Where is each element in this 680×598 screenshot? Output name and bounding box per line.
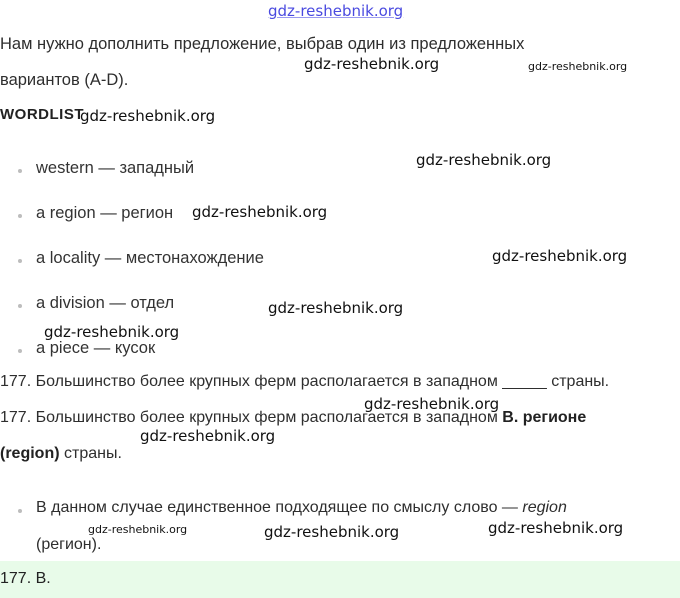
answer-option: B. регионе bbox=[502, 409, 587, 426]
answer-word: (region) bbox=[0, 445, 60, 462]
filled-sentence-text: 177. Большинство более крупных ферм располагается в западном bbox=[0, 409, 503, 426]
bullet-icon bbox=[18, 509, 22, 513]
explanation-word: region bbox=[522, 499, 567, 516]
explanation-line-1 bbox=[36, 499, 567, 517]
bullet-icon bbox=[18, 169, 22, 173]
watermark: gdz-reshebnik.org bbox=[304, 55, 440, 73]
bullet-icon bbox=[18, 349, 22, 353]
watermark: gdz-reshebnik.org bbox=[488, 519, 624, 537]
list-item: western — западный bbox=[36, 159, 195, 177]
filled-sentence-text: страны. bbox=[59, 445, 122, 462]
bullet-icon bbox=[18, 304, 22, 308]
watermark: gdz-reshebnik.org bbox=[416, 151, 552, 169]
list-item: a region — регион bbox=[36, 204, 174, 222]
watermark: gdz-reshebnik.org bbox=[44, 323, 180, 341]
watermark: gdz-reshebnik.org bbox=[88, 523, 188, 536]
filled-sentence-line-2 bbox=[0, 445, 122, 463]
watermark: gdz-reshebnik.org bbox=[80, 107, 216, 125]
bullet-icon bbox=[18, 214, 22, 218]
watermark: gdz-reshebnik.org bbox=[192, 203, 328, 221]
list-item: a locality — местонахождение bbox=[36, 249, 264, 267]
watermark-top: gdz-reshebnik.org bbox=[268, 2, 404, 20]
bullet-icon bbox=[18, 259, 22, 263]
list-item: a piece — кусок bbox=[36, 339, 156, 357]
watermark: gdz-reshebnik.org bbox=[364, 395, 500, 413]
intro-line-2: вариантов (A-D). bbox=[0, 71, 129, 89]
answer-box bbox=[0, 561, 680, 598]
intro-line-1: Нам нужно дополнить предложение, выбрав один из предложенных bbox=[0, 35, 525, 53]
watermark: gdz-reshebnik.org bbox=[492, 247, 628, 265]
watermark: gdz-reshebnik.org bbox=[268, 299, 404, 317]
watermark: gdz-reshebnik.org bbox=[528, 60, 628, 73]
final-answer: 177. B. bbox=[0, 570, 51, 587]
explanation-line-2: (регион). bbox=[36, 536, 102, 553]
watermark: gdz-reshebnik.org bbox=[264, 523, 400, 541]
watermark: gdz-reshebnik.org bbox=[140, 427, 276, 445]
question-text: 177. Большинство более крупных ферм располагается в западном _____ страны. bbox=[0, 373, 610, 390]
explanation-text: В данном случае единственное подходящее по смыслу слово — bbox=[36, 499, 523, 516]
list-item: a division — отдел bbox=[36, 294, 175, 312]
wordlist-heading: WORDLIST bbox=[0, 106, 84, 123]
